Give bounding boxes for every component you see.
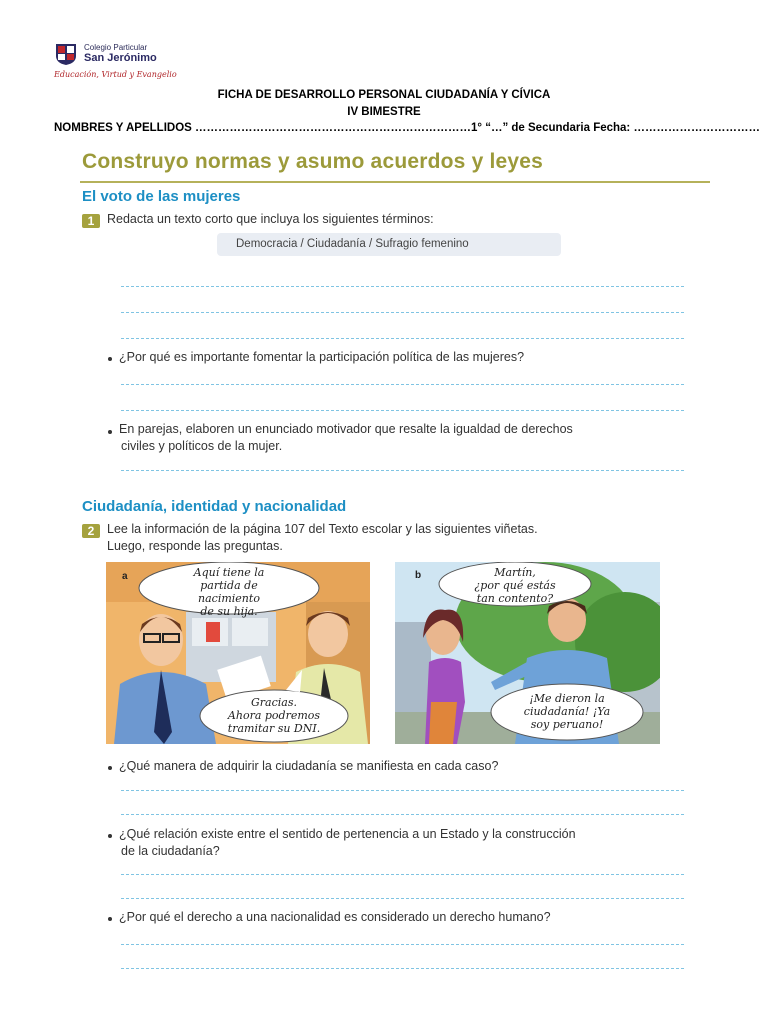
shield-icon bbox=[54, 42, 78, 66]
school-name-line2: San Jerónimo bbox=[84, 52, 157, 64]
panel-tag-b: b bbox=[415, 570, 422, 581]
school-logo bbox=[54, 42, 184, 82]
instruction-1: Redacta un texto corto que incluya los siguientes términos: bbox=[107, 212, 434, 226]
answer-line[interactable] bbox=[121, 790, 684, 791]
title-divider bbox=[80, 181, 710, 183]
worksheet-title: FICHA DE DESARROLLO PERSONAL CIUDADANÍA Y CÍVICA bbox=[217, 89, 551, 101]
answer-line[interactable] bbox=[121, 470, 684, 471]
bubble-a-father: Gracias. Ahora podremos tramitar su DNI. bbox=[227, 696, 321, 735]
answer-line[interactable] bbox=[121, 874, 684, 875]
question-participation: ¿Por qué es importante fomentar la participación política de las mujeres? bbox=[119, 350, 525, 364]
section-title-ciudadania: Ciudadanía, identidad y nacionalidad bbox=[82, 498, 347, 515]
section-title-voto: El voto de las mujeres bbox=[82, 188, 241, 205]
answer-line[interactable] bbox=[121, 968, 684, 969]
answer-line[interactable] bbox=[121, 338, 684, 339]
bubble-b-question: Martín, ¿por qué estás tan contento? bbox=[474, 566, 556, 605]
terms-box: Democracia / Ciudadanía / Sufragio femenino bbox=[217, 233, 561, 256]
comic-panel-b bbox=[395, 562, 660, 744]
school-name-line1: Colegio Particular bbox=[84, 43, 148, 52]
answer-line[interactable] bbox=[121, 312, 684, 313]
bullet-icon bbox=[108, 766, 112, 770]
question-acquire-citizenship: ¿Qué manera de adquirir la ciudadanía se manifiesta en cada caso? bbox=[119, 759, 499, 773]
worksheet-term: IV BIMESTRE bbox=[347, 106, 421, 118]
panel-tag-a: a bbox=[122, 571, 128, 582]
school-motto: Educación, Virtud y Evangelio bbox=[54, 70, 177, 79]
bullet-icon bbox=[108, 430, 112, 434]
student-info-line: NOMBRES Y APELLIDOS ………………………………………………………………1° “…” de Secundaria Fecha: …………………………… bbox=[54, 122, 760, 134]
question-nationality-right: ¿Por qué el derecho a una nacionalidad es considerado un derecho humano? bbox=[119, 910, 551, 924]
answer-line[interactable] bbox=[121, 944, 684, 945]
answer-line[interactable] bbox=[121, 814, 684, 815]
main-title: Construyo normas y asumo acuerdos y leyes bbox=[82, 150, 544, 173]
question-pairs-line2: civiles y políticos de la mujer. bbox=[121, 439, 283, 453]
bubble-a-official: Aquí tiene la partida de nacimiento de su hija. bbox=[193, 566, 265, 618]
answer-line[interactable] bbox=[121, 384, 684, 385]
activity-number-1: 1 bbox=[82, 214, 100, 228]
instruction-2-line1: Lee la información de la página 107 del Texto escolar y las siguientes viñetas. bbox=[107, 522, 538, 536]
answer-line[interactable] bbox=[121, 286, 684, 287]
bullet-icon bbox=[108, 357, 112, 361]
bullet-icon bbox=[108, 917, 112, 921]
instruction-2-line2: Luego, responde las preguntas. bbox=[107, 539, 283, 553]
question-belonging-line1: ¿Qué relación existe entre el sentido de pertenencia a un Estado y la construcción bbox=[119, 827, 576, 841]
activity-number-2: 2 bbox=[82, 524, 100, 538]
comic-panel-a bbox=[106, 562, 370, 744]
question-pairs-line1: En parejas, elaboren un enunciado motivador que resalte la igualdad de derechos bbox=[119, 422, 573, 436]
bullet-icon bbox=[108, 834, 112, 838]
bubble-b-answer: ¡Me dieron la ciudadanía! ¡Ya soy peruano! bbox=[523, 692, 611, 731]
answer-line[interactable] bbox=[121, 898, 684, 899]
question-belonging-line2: de la ciudadanía? bbox=[121, 844, 220, 858]
answer-line[interactable] bbox=[121, 410, 684, 411]
